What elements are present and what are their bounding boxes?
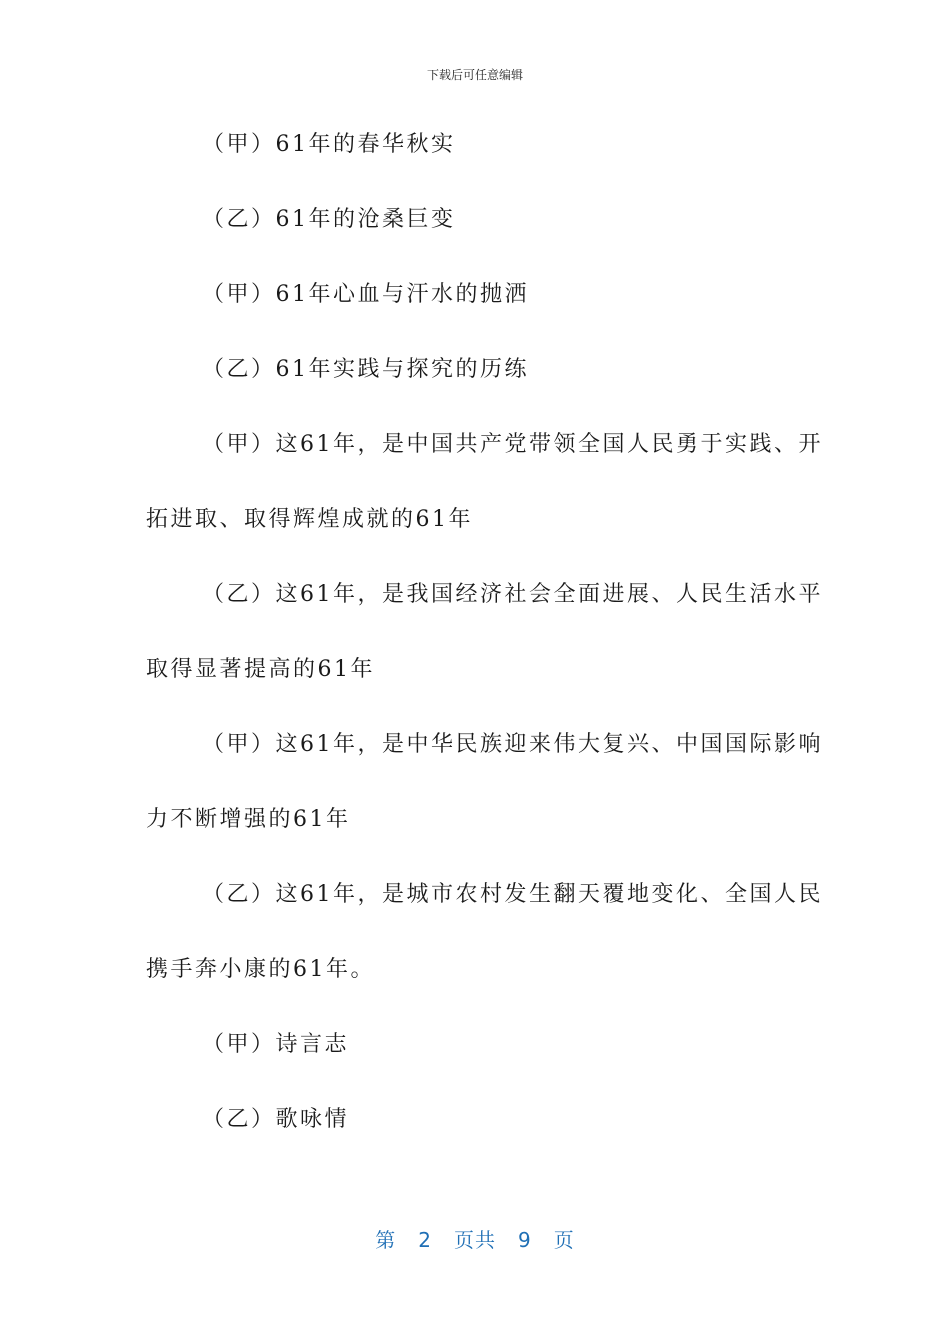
paragraph-line: （甲）61年心血与汗水的抛洒 (202, 282, 529, 307)
paragraph-line: （乙）歌咏情 (202, 1107, 350, 1132)
paragraph-line: （乙）这61年，是我国经济社会全面进展、人民生活水平 (202, 582, 823, 607)
paragraph-line: （甲）这61年，是中华民族迎来伟大复兴、中国国际影响 (202, 732, 823, 757)
paragraph-line-continuation: 取得显著提高的61年 (146, 657, 375, 682)
paragraph-line: （甲）61年的春华秋实 (202, 132, 456, 157)
document-body (146, 123, 823, 1173)
paragraph-line: （乙）61年实践与探究的历练 (202, 357, 529, 382)
page-number-footer (0, 1224, 950, 1253)
page-total: 9 (518, 1228, 532, 1252)
paragraph-line: （乙）61年的沧桑巨变 (202, 207, 456, 232)
page-middle: 页共 (454, 1228, 496, 1252)
page-header: 下载后可任意编辑 (426, 68, 523, 82)
paragraph-line: （甲）诗言志 (202, 1032, 350, 1057)
paragraph-line: （乙）这61年，是城市农村发生翻天覆地变化、全国人民 (202, 882, 823, 907)
page-suffix: 页 (553, 1228, 575, 1252)
paragraph-line: （甲）这61年，是中国共产党带领全国人民勇于实践、开 (202, 432, 823, 457)
paragraph-line-continuation: 携手奔小康的61年。 (146, 957, 375, 982)
paragraph-line-continuation: 拓进取、取得辉煌成就的61年 (146, 507, 473, 532)
page-prefix: 第 (375, 1228, 397, 1252)
paragraph-line-continuation: 力不断增强的61年 (146, 807, 351, 832)
page-current: 2 (418, 1228, 432, 1252)
